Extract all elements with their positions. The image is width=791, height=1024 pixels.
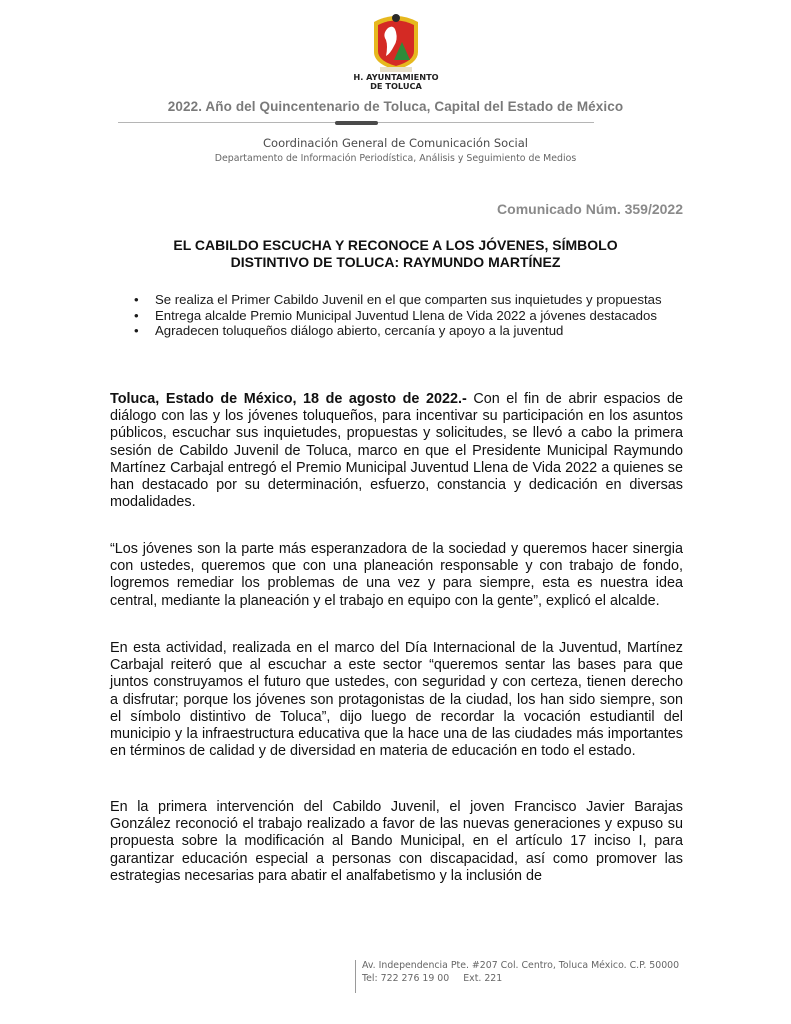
dateline: Toluca, Estado de México, 18 de agosto de 2022.- (110, 391, 467, 407)
comunicado-number: Comunicado Núm. 359/2022 (497, 201, 683, 217)
summary-bullets (110, 292, 670, 339)
logo-caption (340, 73, 452, 91)
logo-caption-line1: H. AYUNTAMIENTO (353, 72, 439, 82)
paragraph-4: En la primera intervención del Cabildo Juvenil, el joven Francisco Javier Barajas González reconoció el trabajo realizado a favor de las nuevas generaciones y expuso su propuesta sobre la modificación al Bando Municipal, en el artículo 17 inciso I, para garantizar educación especial a personas con discapacidad, así como promover las estrategias necesarias para abatir el analfabetismo y la inclusión de (110, 799, 683, 884)
headline (110, 237, 681, 271)
footer-contact (362, 960, 679, 985)
headline-line1: EL CABILDO ESCUCHA Y RECONOCE A LOS JÓVENES, SÍMBOLO (173, 237, 618, 253)
logo-caption-line2: DE TOLUCA (370, 81, 422, 91)
paragraph-1-text: Con el fin de abrir espacios de diálogo con las y los jóvenes toluqueños, para incentivar su participación en los asuntos públicos, escuchar sus inquietudes, propuestas y solicitudes, se llevó a cabo la primera sesión de Cabildo Juvenil de Toluca, marco en que el Presidente Municipal Raymundo Martínez Carbajal entregó el Premio Municipal Juventud Llena de Vida 2022 a quienes se han destacado por su determinación, esfuerzo, constancia y dedicación en diversas modalidades. (110, 391, 684, 511)
footer-address: Av. Independencia Pte. #207 Col. Centro, Toluca México. C.P. 50000 (362, 960, 680, 971)
paragraph-1 (110, 391, 683, 511)
headline-line2: DISTINTIVO DE TOLUCA: RAYMUNDO MARTÍNEZ (230, 254, 561, 270)
bullet-icon: • (134, 323, 139, 338)
footer-tel: Tel: 722 276 19 00 (362, 972, 450, 984)
paragraph-2: “Los jóvenes son la parte más esperanzadora de la sociedad y queremos hacer sinergia con ustedes, queremos que con una planeación responsable y con trabajo de fondo, logremos remediar los problemas de una vez y para siempre, esta es nuestra idea central, mediante la planeación y el trabajo en equipo con la gente”, explicó el alcalde. (110, 541, 683, 609)
footer-phone-line (362, 973, 679, 986)
toluca-coat-of-arms-icon (366, 12, 426, 74)
bullet-item: • Se realiza el Primer Cabildo Juvenil en el que comparten sus inquietudes y propuestas (134, 292, 662, 307)
header-divider-accent (335, 121, 378, 125)
bullet-icon: • (134, 307, 139, 323)
department-title: Departamento de Información Periodística, Análisis y Seguimiento de Medios (214, 153, 577, 164)
paragraph-3: En esta actividad, realizada en el marco del Día Internacional de la Juventud, Martínez Carbajal reiteró que al escuchar a este sector “queremos sentar las bases para que juntos construyamos el futuro que ustedes, con seguridad y con certeza, tienen derecho a disfrutar; porque los jóvenes son protagonistas de la ciudad, los han sido siempre, son el símbolo distintivo de Toluca”, dijo luego de recordar la vocación estudiantil del municipio y la infraestructura educativa que la hace una de las ciudades más importantes en términos de calidad y de diversidad en materia de educación en todo el estado. (110, 640, 683, 760)
footer-divider (355, 960, 356, 993)
bullet-item: • Agradecen toluqueños diálogo abierto, cercanía y apoyo a la juventud (134, 323, 564, 338)
bullet-icon: • (134, 292, 139, 307)
bullet-item: • Entrega alcalde Premio Municipal Juventud Llena de Vida 2022 a jóvenes destacados (134, 307, 657, 323)
year-title: 2022. Año del Quincentenario de Toluca, Capital del Estado de México (167, 99, 624, 114)
footer-ext: Ext. 221 (463, 972, 503, 984)
coordination-title: Coordinación General de Comunicación Social (263, 136, 528, 150)
